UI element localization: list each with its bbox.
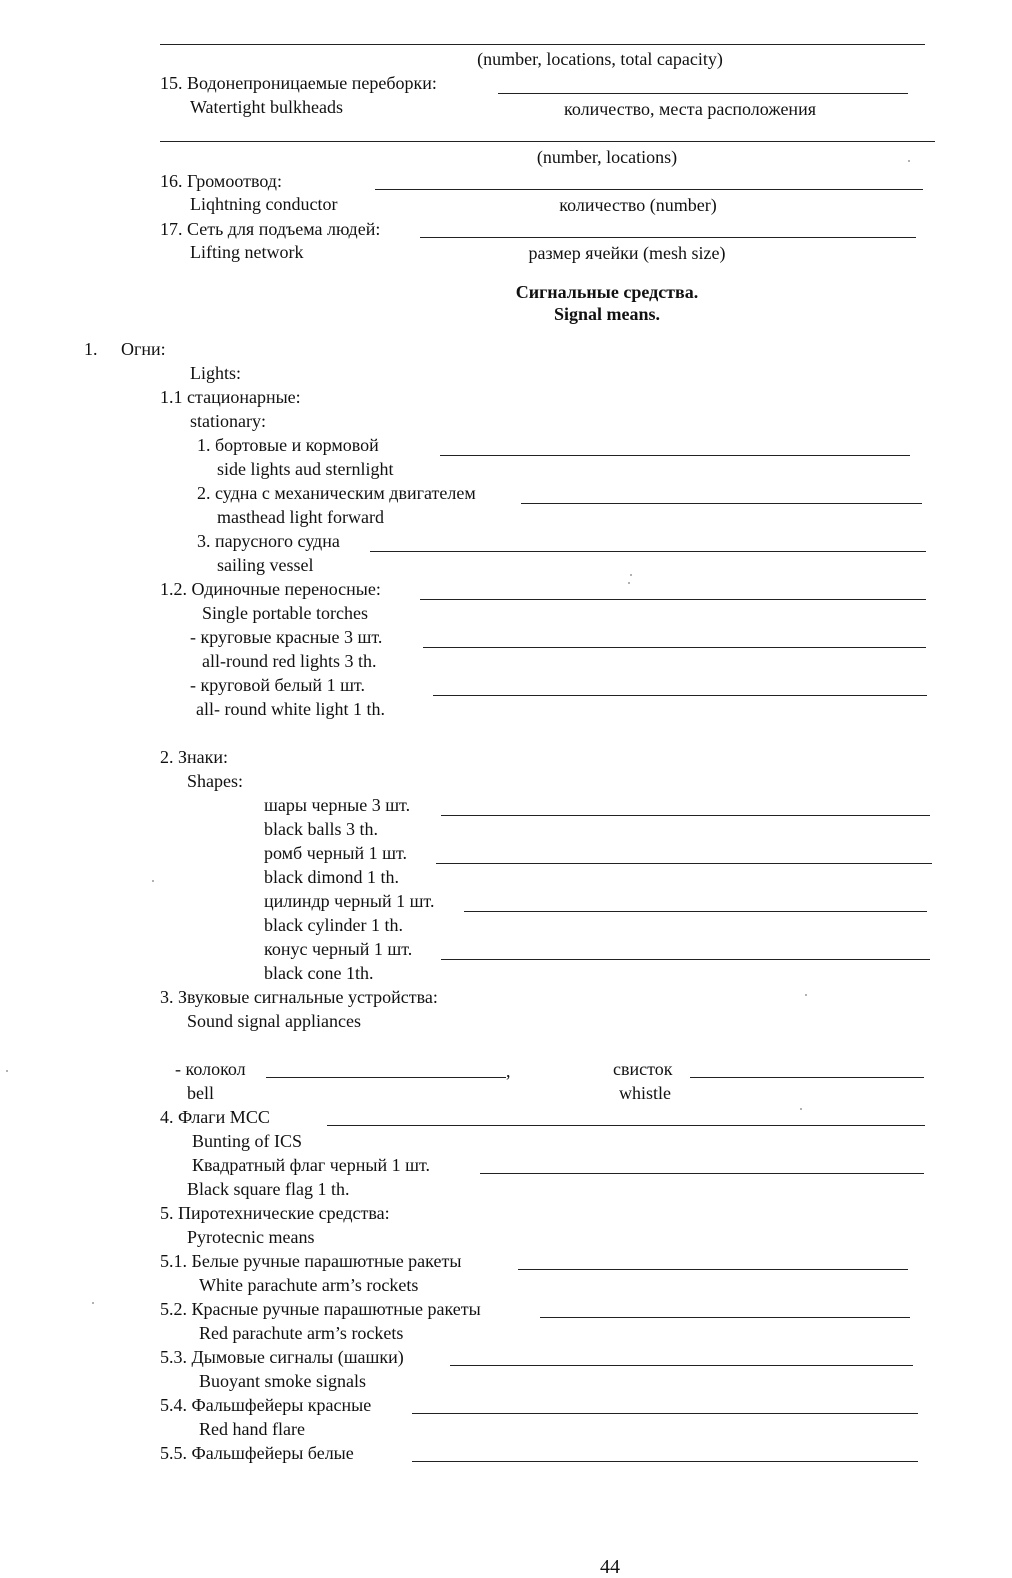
item-17-hint: размер ячейки (mesh size) [528, 243, 726, 263]
fill-line-top [160, 44, 925, 45]
page-number: 44 [600, 1556, 620, 1578]
fill-line-portable [420, 599, 926, 600]
fill-line-bell [266, 1077, 506, 1078]
white-light-label-en: all- round white light 1 th. [196, 699, 385, 719]
sidelights-label: 1. бортовые и кормовой [197, 435, 379, 455]
cylinder-label-en: black cylinder 1 th. [264, 915, 403, 935]
pyro-1-label: 5.1. Белые ручные парашютные ракеты [160, 1251, 462, 1271]
pyro-2-label-en: Red parachute arm’s rockets [199, 1323, 404, 1343]
scan-speck [630, 574, 632, 576]
stationary-label: 1.1 стационарные: [160, 387, 301, 407]
whistle-label: свисток [613, 1059, 673, 1079]
masthead-label: 2. судна с механическим двигателем [197, 483, 476, 503]
pyro-label-en: Pyrotecnic means [187, 1227, 315, 1247]
fill-line-balls [441, 815, 930, 816]
item-15-hint-ru: количество, места расположения [564, 99, 816, 119]
bell-comma: , [506, 1061, 511, 1081]
fill-line-sailing [370, 551, 926, 552]
fill-line-white-light [433, 695, 927, 696]
balls-label: шары черные 3 шт. [264, 795, 411, 815]
item-15-hint-en: (number, locations) [536, 147, 678, 167]
fill-line-17 [420, 237, 916, 238]
item-16-label: 16. Громоотвод: [160, 171, 282, 191]
scan-speck [805, 994, 807, 996]
fill-line-sidelights [440, 455, 910, 456]
item-15-label-en: Watertight bulkheads [190, 97, 344, 117]
diamond-label: ромб черный 1 шт. [264, 843, 407, 863]
flags-label-en: Bunting of ICS [192, 1131, 303, 1151]
fill-line-16 [375, 189, 923, 190]
scan-speck [908, 160, 910, 162]
diamond-label-en: black dimond 1 th. [264, 867, 399, 887]
scan-speck [6, 1070, 8, 1072]
fill-line-pyro-3 [450, 1365, 913, 1366]
fill-line-whistle [690, 1077, 924, 1078]
scan-speck [800, 1108, 802, 1110]
sound-label-en: Sound signal appliances [187, 1011, 361, 1031]
fill-line-diamond [436, 863, 932, 864]
balls-label-en: black balls 3 th. [264, 819, 378, 839]
pyro-2-label: 5.2. Красные ручные парашютные ракеты [160, 1299, 481, 1319]
bell-label-en: bell [187, 1083, 214, 1103]
cylinder-label: цилиндр черный 1 шт. [264, 891, 435, 911]
pyro-5-label: 5.5. Фальшфейеры белые [160, 1443, 354, 1463]
fill-line-pyro-2 [540, 1317, 910, 1318]
shapes-label-en: Shapes: [187, 771, 243, 791]
scan-speck [152, 880, 154, 882]
fill-line-pyro-5 [412, 1461, 918, 1462]
pyro-3-label-en: Buoyant smoke signals [199, 1371, 366, 1391]
cone-label-en: black cone 1th. [264, 963, 374, 983]
whistle-label-en: whistle [619, 1083, 671, 1103]
square-flag-label-en: Black square flag 1 th. [187, 1179, 350, 1199]
fill-line-pyro-4 [412, 1413, 918, 1414]
fill-line-15b [160, 141, 935, 142]
fill-line-square-flag [480, 1173, 924, 1174]
item-17-label: 17. Сеть для подъема людей: [160, 219, 381, 239]
lights-label-en: Lights: [190, 363, 242, 383]
item-15-label: 15. Водонепроницаемые переборки: [160, 73, 437, 93]
cone-label: конус черный 1 шт. [264, 939, 413, 959]
sidelights-label-en: side lights aud sternlight [217, 459, 394, 479]
shapes-label: 2. Знаки: [160, 747, 229, 767]
pyro-4-label: 5.4. Фальшфейеры красные [160, 1395, 372, 1415]
portable-label: 1.2. Одиночные переносные: [160, 579, 381, 599]
pyro-4-label-en: Red hand flare [199, 1419, 305, 1439]
scan-speck [628, 582, 630, 584]
fill-line-pyro-1 [518, 1269, 908, 1270]
section-title-ru: Сигнальные средства. [515, 282, 699, 302]
fill-line-red-lights [423, 647, 926, 648]
pyro-label: 5. Пиротехнические средства: [160, 1203, 390, 1223]
item-17-label-en: Lifting network [190, 242, 304, 262]
portable-label-en: Single portable torches [202, 603, 368, 623]
fill-line-masthead [521, 503, 922, 504]
white-light-label: - круговой белый 1 шт. [190, 675, 365, 695]
sailing-label: 3. парусного судна [197, 531, 340, 551]
item-16-label-en: Liqhtning conductor [190, 194, 338, 214]
bell-label: - колокол [175, 1059, 246, 1079]
sound-label: 3. Звуковые сигнальные устройства: [160, 987, 438, 1007]
fill-line-cylinder [464, 911, 927, 912]
section-title-en: Signal means. [553, 304, 661, 324]
masthead-label-en: masthead light forward [217, 507, 384, 527]
red-lights-label: - круговые красные 3 шт. [190, 627, 383, 647]
sailing-label-en: sailing vessel [217, 555, 314, 575]
flags-label: 4. Флаги МСС [160, 1107, 270, 1127]
fill-line-cone [441, 959, 930, 960]
lights-number: 1. [84, 339, 98, 359]
pyro-1-label-en: White parachute arm’s rockets [199, 1275, 419, 1295]
caption-top: (number, locations, total capacity) [477, 49, 723, 69]
item-16-hint: количество (number) [559, 195, 717, 215]
lights-label: Огни: [121, 339, 166, 359]
fill-line-flags [327, 1125, 925, 1126]
pyro-3-label: 5.3. Дымовые сигналы (шашки) [160, 1347, 404, 1367]
stationary-label-en: stationary: [190, 411, 266, 431]
scan-speck [92, 1302, 94, 1304]
red-lights-label-en: all-round red lights 3 th. [202, 651, 377, 671]
square-flag-label: Квадратный флаг черный 1 шт. [192, 1155, 431, 1175]
fill-line-15 [498, 93, 908, 94]
